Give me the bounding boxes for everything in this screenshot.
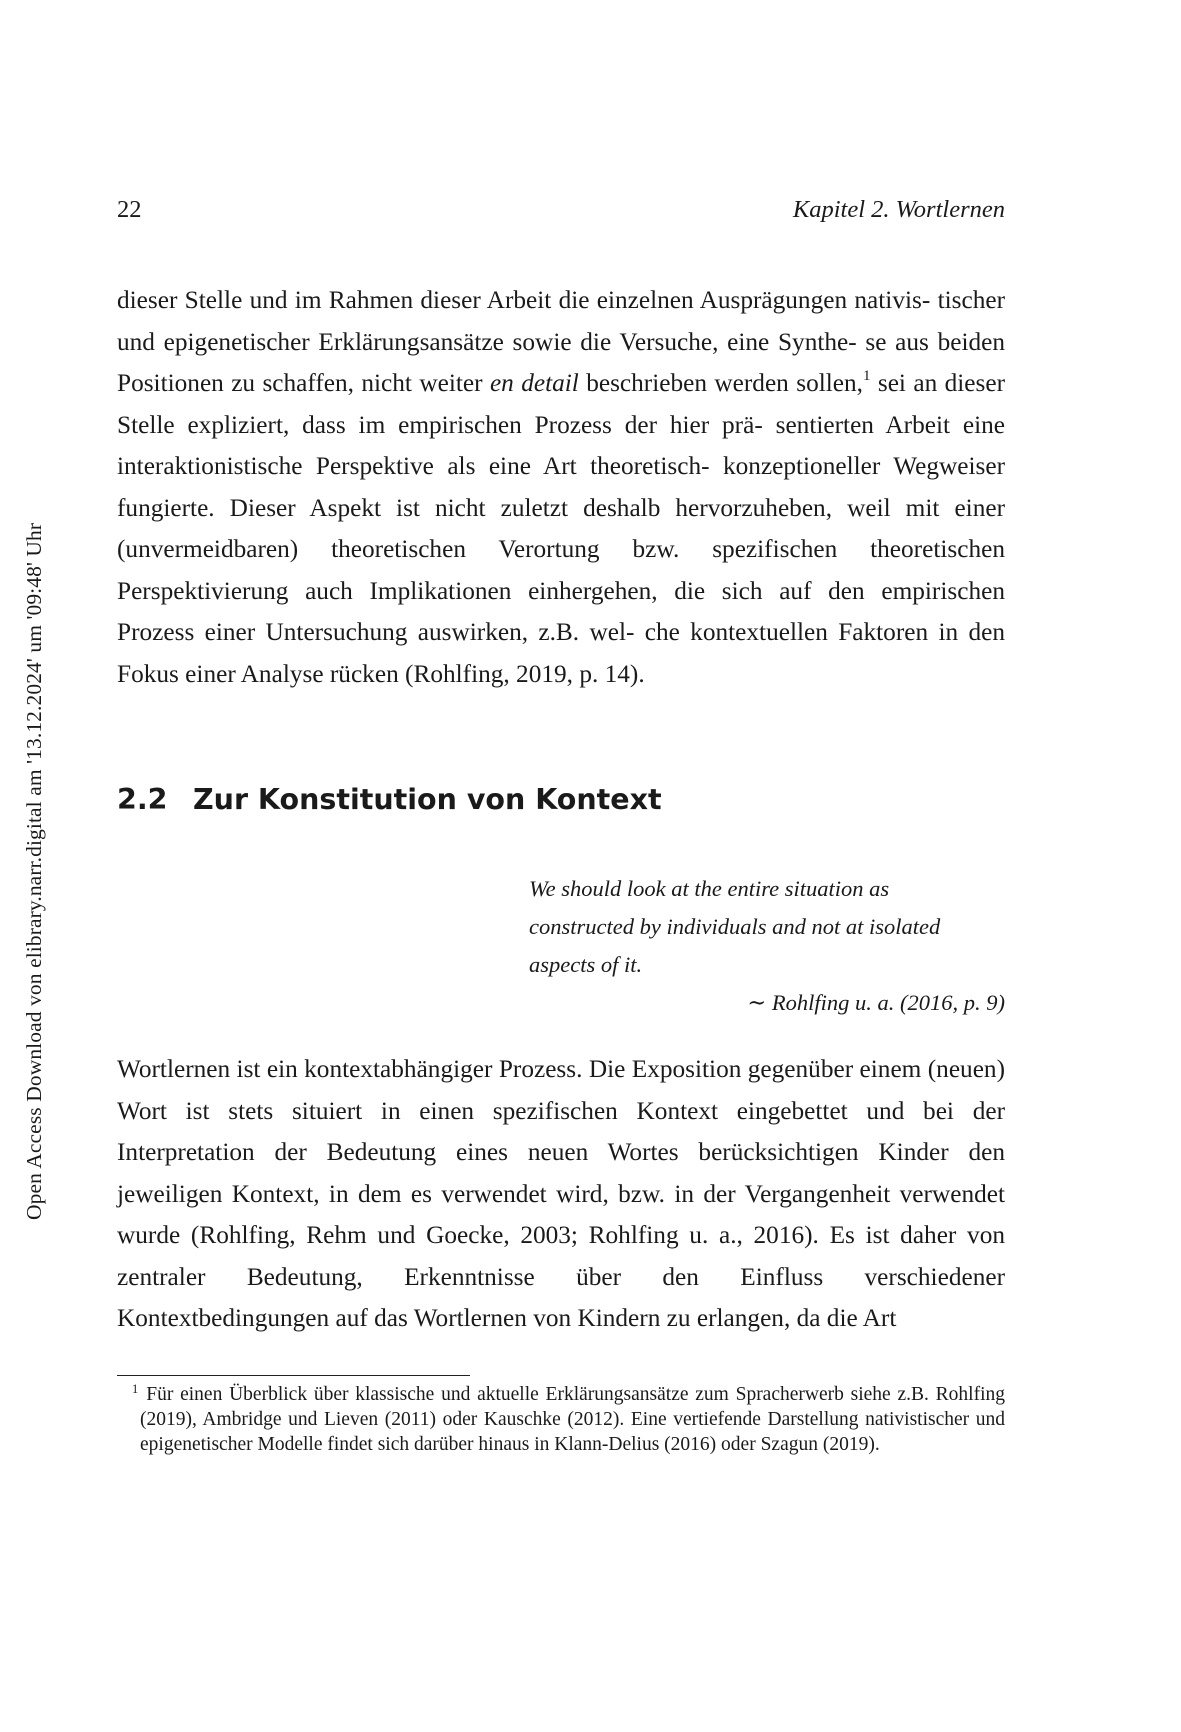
- quote-line: aspects of it.: [529, 952, 643, 977]
- epigraph-attribution: ∼ Rohlfing u. a. (2016, p. 9): [747, 990, 1005, 1015]
- footnote-divider: [117, 1375, 470, 1376]
- quote-line: We should look at the entire situation as: [529, 876, 890, 901]
- text-line: Kontextbedingungen auf das Wortlernen von Kindern zu erlangen, da die Art: [117, 1304, 897, 1332]
- section-heading: [117, 783, 662, 816]
- footnote-mark: 1: [132, 1382, 139, 1396]
- text-line: verwendet wurde (Rohlfing, Rehm und Goecke, 2003; Rohlfing u. a., 2016). Es ist: [117, 1179, 1005, 1249]
- section-number: 2.2: [117, 783, 168, 816]
- footnote-line: Rohlfing (2019), Ambridge und Lieven (2011) oder Kauschke (2012). Eine vertiefende Darstellung: [140, 1384, 1005, 1430]
- text-line: daher von zentraler Bedeutung, Erkenntnisse über den Einfluss verschiedener: [117, 1221, 1005, 1291]
- text-line: (neuen) Wort ist stets situiert in einen spezifischen Kontext eingebettet und bei: [117, 1055, 1005, 1125]
- footnote-reference[interactable]: 1: [862, 368, 871, 384]
- text-line: sollen,: [796, 369, 863, 397]
- footnote-line: Für einen Überblick über klassische und aktuelle Erklärungsansätze zum Spracherwerb siehe z.B.: [146, 1384, 929, 1405]
- download-watermark: Open Access Download von elibrary.narr.digital am '13.12.2024' um '09:48' Uhr: [22, 522, 46, 1220]
- footnote-line: Szagun (2019).: [760, 1434, 880, 1455]
- epigraph: [529, 870, 1005, 1022]
- chapter-title: Kapitel 2. Wortlernen: [792, 196, 1005, 223]
- text-line: che kontextuellen Faktoren in den Fokus einer Analyse rücken (Rohlfing, 2019,: [117, 618, 1005, 688]
- text-line: dieser Stelle und im Rahmen dieser Arbeit die einzelnen Ausprägungen nativis-: [117, 286, 931, 314]
- footnote-line: nativistischer und epigenetischer Modelle findet sich darüber hinaus in Klann-Delius (2016) oder: [140, 1409, 1006, 1455]
- text-line: die sich auf den empirischen Prozess einer Untersuchung auswirken, z.B. wel-: [117, 576, 1005, 646]
- text-line: beschrieben werden: [578, 369, 789, 397]
- text-line: den jeweiligen Kontext, in dem es verwendet wird, bzw. in der Vergangenheit: [117, 1138, 1005, 1208]
- text-line: sentierten Arbeit eine interaktionistische Perspektive als eine Art theoretisch-: [117, 410, 1005, 480]
- text-line: Wortlernen ist ein kontextabhängiger Prozess. Die Exposition gegenüber einem: [117, 1055, 922, 1083]
- text-line: sei an dieser Stelle expliziert, dass im empirischen Prozess der hier prä-: [117, 369, 1006, 439]
- emphasis: en detail: [489, 369, 579, 397]
- body-paragraph: [117, 1049, 1005, 1340]
- footnote: [132, 1382, 1006, 1457]
- text-line: tischer und epigenetischer Erklärungsansätze sowie die Versuche, eine Synthe-: [117, 286, 1006, 356]
- text-line: der Interpretation der Bedeutung eines neuen Wortes berücksichtigen Kinder: [117, 1096, 1005, 1166]
- text-line: spezifischen theoretischen Perspektivierung auch Implikationen einhergehen,: [117, 535, 1005, 605]
- text-line: p. 14).: [579, 659, 645, 688]
- epigraph-quote: [529, 870, 1005, 984]
- text-line: hervorzuheben, weil mit einer (unvermeidbaren) theoretischen Verortung bzw.: [117, 493, 1005, 563]
- page-number: 22: [117, 196, 142, 223]
- quote-line: constructed by individuals and not at isolated: [529, 914, 941, 939]
- text-line: se aus beiden Positionen zu schaffen, nicht weiter: [117, 327, 1006, 397]
- text-line: konzeptioneller Wegweiser fungierte. Dieser Aspekt ist nicht zuletzt deshalb: [117, 452, 1005, 522]
- body-paragraph: [117, 280, 1005, 695]
- section-title: Zur Konstitution von Kontext: [193, 783, 662, 816]
